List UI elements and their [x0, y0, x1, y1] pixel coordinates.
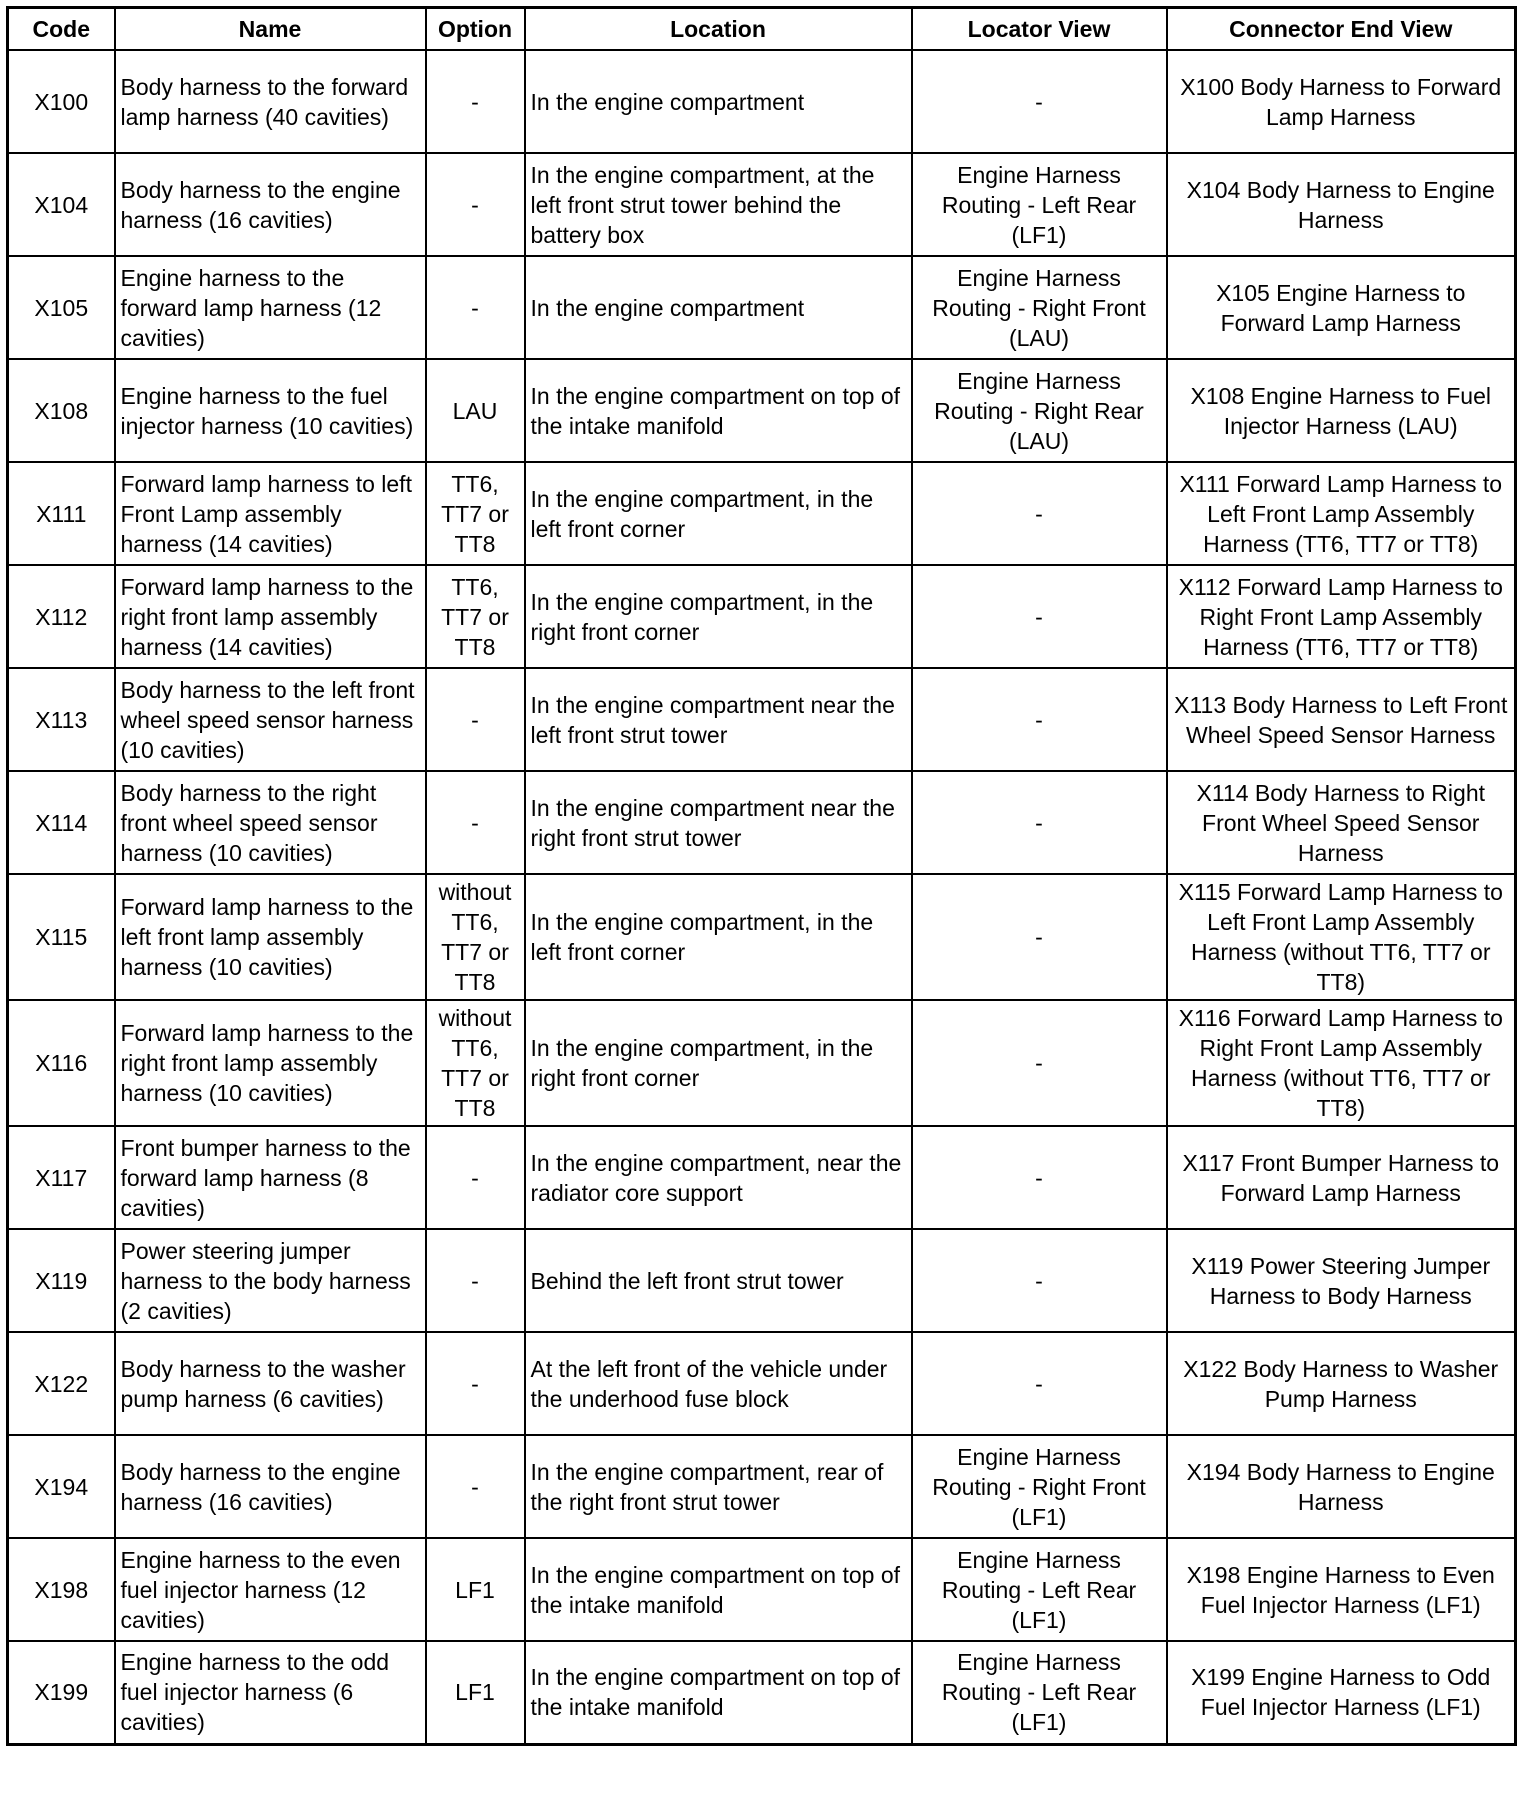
table-row [8, 462, 1516, 565]
cell-connector-end-view: X122 Body Harness to Washer Pump Harness [1167, 1332, 1516, 1435]
cell-name: Power steering jumper harness to the body harness (2 cavities) [115, 1229, 426, 1332]
cell-name: Front bumper harness to the forward lamp harness (8 cavities) [115, 1126, 426, 1229]
cell-code: X105 [8, 256, 115, 359]
cell-location: In the engine compartment on top of the intake manifold [525, 359, 912, 462]
cell-code: X112 [8, 565, 115, 668]
cell-connector-end-view: X198 Engine Harness to Even Fuel Injector Harness (LF1) [1167, 1538, 1516, 1641]
cell-location: In the engine compartment near the left front strut tower [525, 668, 912, 771]
header-connector-end-view: Connector End View [1167, 8, 1516, 51]
cell-name: Body harness to the engine harness (16 cavities) [115, 1435, 426, 1538]
cell-option: - [426, 153, 525, 256]
cell-locator-view: - [912, 50, 1167, 153]
cell-location: In the engine compartment, rear of the right front strut tower [525, 1435, 912, 1538]
cell-name: Forward lamp harness to the right front lamp assembly harness (10 cavities) [115, 1000, 426, 1126]
cell-option: LF1 [426, 1641, 525, 1744]
cell-location: In the engine compartment on top of the intake manifold [525, 1538, 912, 1641]
cell-code: X114 [8, 771, 115, 874]
cell-name: Engine harness to the fuel injector harness (10 cavities) [115, 359, 426, 462]
cell-locator-view: - [912, 1126, 1167, 1229]
cell-name: Body harness to the right front wheel speed sensor harness (10 cavities) [115, 771, 426, 874]
cell-connector-end-view: X105 Engine Harness to Forward Lamp Harness [1167, 256, 1516, 359]
cell-location: In the engine compartment [525, 256, 912, 359]
header-row [8, 8, 1516, 51]
table-row [8, 1641, 1516, 1744]
cell-location: In the engine compartment, in the right front corner [525, 565, 912, 668]
cell-code: X198 [8, 1538, 115, 1641]
cell-option: - [426, 50, 525, 153]
cell-locator-view: - [912, 1000, 1167, 1126]
cell-name: Body harness to the left front wheel speed sensor harness (10 cavities) [115, 668, 426, 771]
cell-locator-view: - [912, 1332, 1167, 1435]
cell-code: X100 [8, 50, 115, 153]
cell-connector-end-view: X115 Forward Lamp Harness to Left Front Lamp Assembly Harness (without TT6, TT7 or TT8) [1167, 874, 1516, 1000]
table-row [8, 1332, 1516, 1435]
cell-locator-view: Engine Harness Routing - Left Rear (LF1) [912, 1538, 1167, 1641]
cell-locator-view: - [912, 874, 1167, 1000]
cell-code: X194 [8, 1435, 115, 1538]
table-row [8, 50, 1516, 153]
table-row [8, 1435, 1516, 1538]
cell-locator-view: - [912, 1229, 1167, 1332]
cell-location: Behind the left front strut tower [525, 1229, 912, 1332]
cell-code: X108 [8, 359, 115, 462]
cell-locator-view: Engine Harness Routing - Right Front (LF1) [912, 1435, 1167, 1538]
cell-locator-view: - [912, 668, 1167, 771]
cell-code: X115 [8, 874, 115, 1000]
cell-connector-end-view: X119 Power Steering Jumper Harness to Body Harness [1167, 1229, 1516, 1332]
cell-connector-end-view: X199 Engine Harness to Odd Fuel Injector Harness (LF1) [1167, 1641, 1516, 1744]
header-locator-view: Locator View [912, 8, 1167, 51]
cell-option: TT6, TT7 or TT8 [426, 565, 525, 668]
cell-locator-view: Engine Harness Routing - Right Rear (LAU) [912, 359, 1167, 462]
cell-option: - [426, 1332, 525, 1435]
cell-name: Forward lamp harness to the left front lamp assembly harness (10 cavities) [115, 874, 426, 1000]
table-row [8, 1538, 1516, 1641]
table-row [8, 1000, 1516, 1126]
cell-location: In the engine compartment, at the left front strut tower behind the battery box [525, 153, 912, 256]
table-row [8, 1126, 1516, 1229]
cell-option: without TT6, TT7 or TT8 [426, 1000, 525, 1126]
table-row [8, 565, 1516, 668]
cell-connector-end-view: X113 Body Harness to Left Front Wheel Speed Sensor Harness [1167, 668, 1516, 771]
cell-connector-end-view: X112 Forward Lamp Harness to Right Front Lamp Assembly Harness (TT6, TT7 or TT8) [1167, 565, 1516, 668]
cell-name: Body harness to the washer pump harness (6 cavities) [115, 1332, 426, 1435]
table-header [8, 8, 1516, 51]
cell-connector-end-view: X116 Forward Lamp Harness to Right Front Lamp Assembly Harness (without TT6, TT7 or TT8) [1167, 1000, 1516, 1126]
cell-location: In the engine compartment, in the right front corner [525, 1000, 912, 1126]
cell-option: - [426, 1229, 525, 1332]
cell-option: LF1 [426, 1538, 525, 1641]
cell-name: Engine harness to the odd fuel injector harness (6 cavities) [115, 1641, 426, 1744]
cell-code: X113 [8, 668, 115, 771]
cell-location: At the left front of the vehicle under the underhood fuse block [525, 1332, 912, 1435]
cell-name: Engine harness to the forward lamp harness (12 cavities) [115, 256, 426, 359]
cell-connector-end-view: X117 Front Bumper Harness to Forward Lamp Harness [1167, 1126, 1516, 1229]
cell-option: - [426, 256, 525, 359]
cell-code: X119 [8, 1229, 115, 1332]
cell-locator-view: - [912, 565, 1167, 668]
cell-option: LAU [426, 359, 525, 462]
table-row [8, 771, 1516, 874]
cell-connector-end-view: X104 Body Harness to Engine Harness [1167, 153, 1516, 256]
header-code: Code [8, 8, 115, 51]
cell-code: X199 [8, 1641, 115, 1744]
cell-locator-view: - [912, 462, 1167, 565]
cell-location: In the engine compartment near the right front strut tower [525, 771, 912, 874]
header-name: Name [115, 8, 426, 51]
cell-connector-end-view: X194 Body Harness to Engine Harness [1167, 1435, 1516, 1538]
table-row [8, 153, 1516, 256]
cell-code: X111 [8, 462, 115, 565]
header-location: Location [525, 8, 912, 51]
table-row [8, 256, 1516, 359]
connector-table [6, 6, 1517, 1746]
cell-locator-view: - [912, 771, 1167, 874]
cell-code: X117 [8, 1126, 115, 1229]
table-row [8, 359, 1516, 462]
cell-name: Body harness to the engine harness (16 cavities) [115, 153, 426, 256]
cell-connector-end-view: X114 Body Harness to Right Front Wheel Speed Sensor Harness [1167, 771, 1516, 874]
cell-code: X116 [8, 1000, 115, 1126]
header-option: Option [426, 8, 525, 51]
cell-name: Forward lamp harness to left Front Lamp assembly harness (14 cavities) [115, 462, 426, 565]
cell-option: - [426, 1126, 525, 1229]
cell-option: without TT6, TT7 or TT8 [426, 874, 525, 1000]
cell-option: - [426, 668, 525, 771]
cell-location: In the engine compartment [525, 50, 912, 153]
cell-name: Forward lamp harness to the right front lamp assembly harness (14 cavities) [115, 565, 426, 668]
cell-name: Body harness to the forward lamp harness (40 cavities) [115, 50, 426, 153]
cell-locator-view: Engine Harness Routing - Right Front (LAU) [912, 256, 1167, 359]
cell-connector-end-view: X108 Engine Harness to Fuel Injector Harness (LAU) [1167, 359, 1516, 462]
cell-location: In the engine compartment, in the left front corner [525, 874, 912, 1000]
cell-locator-view: Engine Harness Routing - Left Rear (LF1) [912, 153, 1167, 256]
table-row [8, 874, 1516, 1000]
cell-location: In the engine compartment, near the radiator core support [525, 1126, 912, 1229]
cell-locator-view: Engine Harness Routing - Left Rear (LF1) [912, 1641, 1167, 1744]
cell-name: Engine harness to the even fuel injector harness (12 cavities) [115, 1538, 426, 1641]
table-row [8, 1229, 1516, 1332]
cell-code: X122 [8, 1332, 115, 1435]
connector-table-container [6, 6, 1514, 1746]
cell-location: In the engine compartment on top of the intake manifold [525, 1641, 912, 1744]
cell-connector-end-view: X100 Body Harness to Forward Lamp Harness [1167, 50, 1516, 153]
cell-option: - [426, 771, 525, 874]
cell-connector-end-view: X111 Forward Lamp Harness to Left Front Lamp Assembly Harness (TT6, TT7 or TT8) [1167, 462, 1516, 565]
table-row [8, 668, 1516, 771]
table-body [8, 50, 1516, 1744]
cell-option: TT6, TT7 or TT8 [426, 462, 525, 565]
cell-option: - [426, 1435, 525, 1538]
cell-code: X104 [8, 153, 115, 256]
cell-location: In the engine compartment, in the left front corner [525, 462, 912, 565]
